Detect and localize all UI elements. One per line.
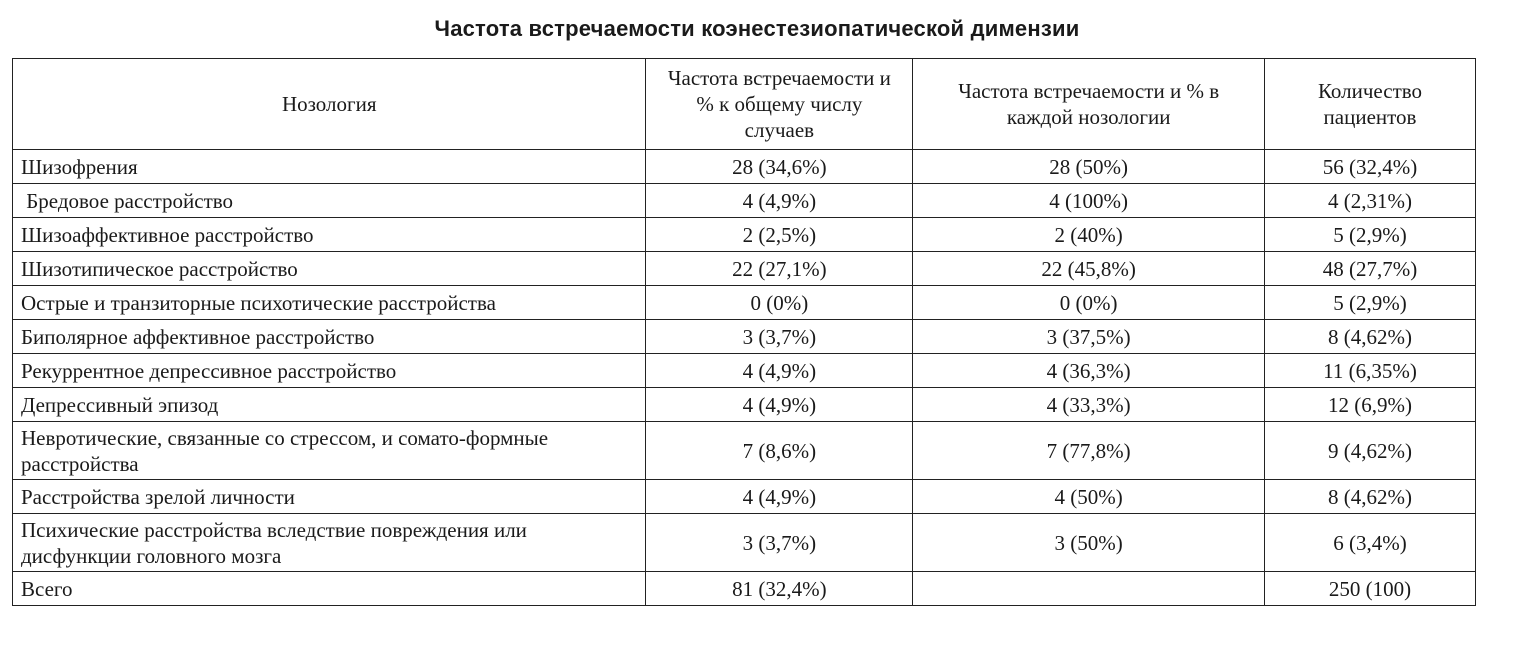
cell-freq-total: 22 (27,1%) bbox=[646, 252, 913, 286]
table-row bbox=[13, 422, 1476, 480]
cell-freq-each: 7 (77,8%) bbox=[913, 422, 1265, 480]
cell-nosology: Невротические, связанные со стрессом, и сомато-формные расстройства bbox=[13, 422, 646, 480]
cell-nosology: Психические расстройства вследствие повреждения или дисфункции головного мозга bbox=[13, 514, 646, 572]
header-freq-total: Частота встречаемости и % к общему числу случаев bbox=[646, 59, 913, 150]
cell-freq-total: 7 (8,6%) bbox=[646, 422, 913, 480]
cell-patients: 8 (4,62%) bbox=[1265, 480, 1476, 514]
cell-freq-each: 4 (36,3%) bbox=[913, 354, 1265, 388]
cell-patients: 12 (6,9%) bbox=[1265, 388, 1476, 422]
cell-nosology: Биполярное аффективное расстройство bbox=[13, 320, 646, 354]
cell-patients: 6 (3,4%) bbox=[1265, 514, 1476, 572]
cell-freq-each: 3 (50%) bbox=[913, 514, 1265, 572]
table-row bbox=[13, 514, 1476, 572]
cell-freq-each: 4 (50%) bbox=[913, 480, 1265, 514]
table-row-total bbox=[13, 572, 1476, 606]
cell-freq-total: 4 (4,9%) bbox=[646, 388, 913, 422]
cell-freq-each: 22 (45,8%) bbox=[913, 252, 1265, 286]
table-row bbox=[13, 286, 1476, 320]
cell-freq-each: 4 (33,3%) bbox=[913, 388, 1265, 422]
cell-nosology: Всего bbox=[13, 572, 646, 606]
cell-patients: 11 (6,35%) bbox=[1265, 354, 1476, 388]
cell-freq-each: 2 (40%) bbox=[913, 218, 1265, 252]
cell-nosology: Депрессивный эпизод bbox=[13, 388, 646, 422]
cell-nosology: Острые и транзиторные психотические расстройства bbox=[13, 286, 646, 320]
cell-nosology: Расстройства зрелой личности bbox=[13, 480, 646, 514]
header-patients: Количество пациентов bbox=[1265, 59, 1476, 150]
cell-patients: 5 (2,9%) bbox=[1265, 286, 1476, 320]
cell-nosology: Шизоаффективное расстройство bbox=[13, 218, 646, 252]
table-row bbox=[13, 320, 1476, 354]
cell-freq-each: 28 (50%) bbox=[913, 150, 1265, 184]
cell-freq-total: 3 (3,7%) bbox=[646, 320, 913, 354]
cell-patients: 250 (100) bbox=[1265, 572, 1476, 606]
cell-freq-total: 2 (2,5%) bbox=[646, 218, 913, 252]
cell-nosology: Бредовое расстройство bbox=[13, 184, 646, 218]
cell-freq-each: 0 (0%) bbox=[913, 286, 1265, 320]
table-row bbox=[13, 252, 1476, 286]
cell-nosology: Рекуррентное депрессивное расстройство bbox=[13, 354, 646, 388]
table-title: Частота встречаемости коэнестезиопатической димензии bbox=[434, 16, 1080, 41]
cell-patients: 8 (4,62%) bbox=[1265, 320, 1476, 354]
cell-freq-each: 3 (37,5%) bbox=[913, 320, 1265, 354]
header-row bbox=[13, 59, 1476, 150]
cell-freq-total: 3 (3,7%) bbox=[646, 514, 913, 572]
cell-freq-each: 4 (100%) bbox=[913, 184, 1265, 218]
table-row bbox=[13, 388, 1476, 422]
table-row bbox=[13, 218, 1476, 252]
cell-nosology: Шизотипическое расстройство bbox=[13, 252, 646, 286]
cell-freq-total: 28 (34,6%) bbox=[646, 150, 913, 184]
cell-freq-total: 4 (4,9%) bbox=[646, 354, 913, 388]
cell-freq-each bbox=[913, 572, 1265, 606]
cell-patients: 56 (32,4%) bbox=[1265, 150, 1476, 184]
header-freq-each: Частота встречаемости и % в каждой нозологии bbox=[913, 59, 1265, 150]
table-row bbox=[13, 480, 1476, 514]
cell-freq-total: 0 (0%) bbox=[646, 286, 913, 320]
cell-patients: 48 (27,7%) bbox=[1265, 252, 1476, 286]
cell-nosology: Шизофрения bbox=[13, 150, 646, 184]
cell-patients: 4 (2,31%) bbox=[1265, 184, 1476, 218]
table-row bbox=[13, 354, 1476, 388]
header-nosology: Нозология bbox=[13, 59, 646, 150]
nosology-frequency-table bbox=[12, 58, 1476, 606]
cell-freq-total: 81 (32,4%) bbox=[646, 572, 913, 606]
cell-freq-total: 4 (4,9%) bbox=[646, 480, 913, 514]
cell-patients: 5 (2,9%) bbox=[1265, 218, 1476, 252]
table-row bbox=[13, 184, 1476, 218]
cell-patients: 9 (4,62%) bbox=[1265, 422, 1476, 480]
table-row bbox=[13, 150, 1476, 184]
cell-freq-total: 4 (4,9%) bbox=[646, 184, 913, 218]
